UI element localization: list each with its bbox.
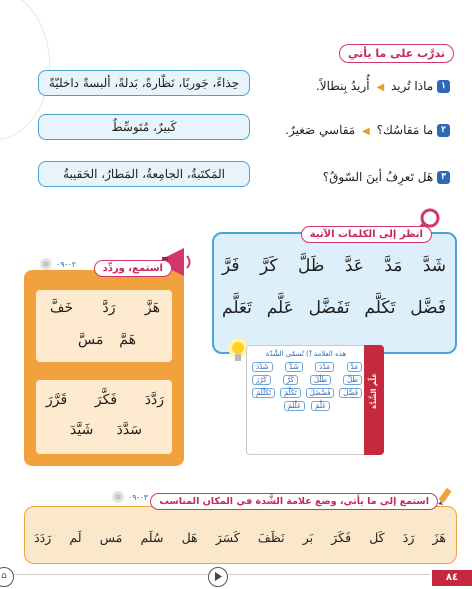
pair-doubled: فَضَّلَ	[339, 388, 362, 398]
word: فَرَّ	[222, 256, 240, 276]
word: كَرَّ	[260, 256, 278, 276]
word: خَفَّ	[50, 300, 74, 316]
listen-box2-row-1	[46, 392, 164, 408]
question-2	[285, 123, 450, 137]
pair-doubled: تَكَلَّمَ	[280, 388, 301, 398]
word: ظَلَّ	[297, 256, 325, 276]
question-2-text: ما مَقاسُك؟	[376, 123, 434, 137]
audio-track-1[interactable]	[40, 258, 76, 270]
word: مَس	[99, 530, 123, 545]
number-badge-3: ٣	[437, 171, 450, 184]
word: هَمَّ	[119, 332, 136, 348]
word: فَكَّرَ	[94, 392, 118, 408]
answer-box-1: حِذاءً، جَوربًا، نَظّارةً، بَدلةً، ألبسةً داخليّةً	[38, 70, 250, 96]
shadda-note-heading: هذه العلامة (ّ) تُسمّى الشَّدّة	[265, 350, 347, 358]
word: مَسَّ	[78, 332, 104, 348]
look-words-row-1	[222, 256, 446, 276]
word: هَل	[181, 530, 198, 545]
word: تَكَلَّم	[364, 298, 396, 318]
word: فَكَرَ	[331, 530, 352, 545]
pair-doubled: شَدَّ	[285, 362, 303, 372]
pair-split: ظَلْلَ	[310, 375, 331, 385]
listen-box1-row-1	[50, 300, 160, 316]
pair-split: عَلْلَمَ	[284, 401, 305, 411]
pair-doubled: مَدَّ	[347, 362, 362, 372]
word: كَسَرَ	[215, 530, 240, 545]
question-2-reply: مَقاسي صَغيرٌ.	[285, 123, 356, 137]
word: رَدَ	[402, 530, 415, 545]
word: شَيَّدَ	[70, 422, 94, 438]
pair-doubled: عَلَّمَ	[311, 401, 330, 411]
place-title: استمع إلى ما يأتي، وضع علامة الشَّدة في المكان المناسب	[150, 493, 438, 510]
look-title: انظر إلى الكلمات الآتية	[301, 226, 432, 243]
word: رَدَّدَ	[144, 392, 164, 408]
word: لَم	[69, 530, 82, 545]
question-3-text: هَل تَعرِفُ أينَ السّوقُ؟	[322, 170, 434, 184]
word: رَدَدَ	[34, 530, 52, 545]
word: سَدَّدَ	[116, 422, 142, 438]
pair-split: شَدْدَ	[252, 362, 273, 372]
word: عَلَّم	[266, 298, 294, 318]
word: قَرَّرَ	[46, 392, 68, 408]
play-button[interactable]	[208, 567, 228, 587]
cd-icon	[40, 258, 52, 270]
word: هَزَّ	[144, 300, 160, 316]
question-1	[316, 79, 450, 93]
word: نَظَفَ	[257, 530, 285, 545]
pair-split: مَدْدَ	[315, 362, 334, 372]
pair-split: فَضْضَلَ	[306, 388, 335, 398]
train-title: تدرَّب على ما يأتي	[339, 44, 454, 63]
word: مَدَّ	[384, 256, 403, 276]
track-number: ٠٣-٠٩	[128, 492, 149, 502]
word: كَل	[369, 530, 385, 545]
number-badge-1: ١	[437, 80, 450, 93]
word: هَزَ	[432, 530, 446, 545]
word: بَر	[302, 530, 314, 545]
pair-doubled: كَرَّ	[283, 375, 298, 385]
arrow-icon: ◀	[362, 126, 370, 137]
question-1-text: ماذا تُريد	[390, 79, 434, 93]
listen-box2-row-2	[70, 422, 142, 438]
shadda-note-sidebar-title: علِّم الشَّدَّة	[370, 373, 378, 409]
audio-track-2[interactable]	[112, 491, 148, 503]
word: فَضَّل	[410, 298, 446, 318]
track-number: ٠٢-٠٩	[56, 259, 77, 269]
answer-box-3: المَكتَبةُ، الجامِعةُ، المَطارُ، الحَقيبةُ	[38, 161, 250, 187]
pair-split: كَرْرَ	[252, 375, 271, 385]
word: عَدَّ	[344, 256, 364, 276]
page-number: ٨٤	[432, 570, 472, 586]
pair-split: تَكَلْلَمَ	[252, 388, 275, 398]
look-words-row-2	[222, 298, 446, 318]
number-badge-2: ٢	[437, 124, 450, 137]
word: سُلَم	[140, 530, 164, 545]
question-1-reply: أُريدُ بِنطالاً.	[315, 79, 370, 93]
listen-title: استمع، وردِّد	[94, 260, 172, 277]
pair-doubled: ظَلَّ	[343, 375, 362, 385]
home-icon[interactable]: ⌂	[0, 567, 14, 587]
word: رَدَّ	[102, 300, 116, 316]
place-words-row	[34, 530, 446, 545]
listen-box1-row-2	[78, 332, 136, 348]
cd-icon	[112, 491, 124, 503]
word: شَدَّ	[422, 256, 446, 276]
answer-box-2: كَبيرٌ، مُتَوسِّطٌ	[38, 114, 250, 140]
arrow-icon: ◀	[376, 82, 385, 93]
word: تَعَلَّم	[222, 298, 252, 318]
question-3	[323, 170, 450, 184]
word: تَفَضَّل	[308, 298, 350, 318]
shadda-pairs-grid	[252, 362, 362, 411]
